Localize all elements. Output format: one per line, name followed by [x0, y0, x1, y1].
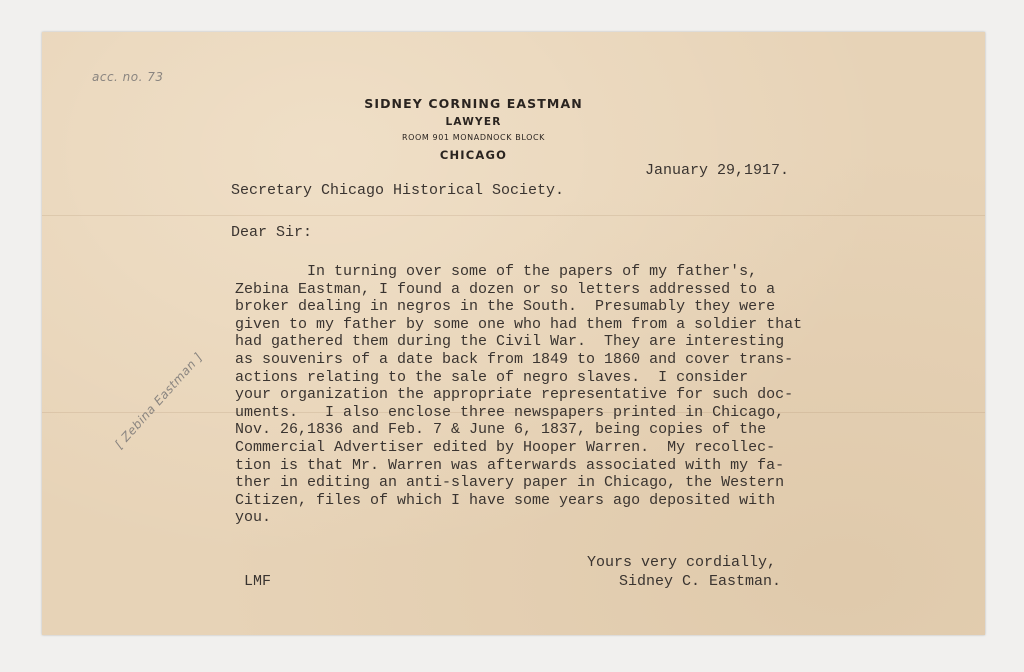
letter-closing: Yours very cordially,	[587, 554, 777, 571]
body-line: In turning over some of the papers of my father's,	[235, 263, 758, 280]
letter-salutation: Dear Sir:	[231, 224, 313, 241]
letter-body	[235, 263, 802, 527]
letter-date: January 29,1917.	[645, 162, 790, 179]
typist-initials: LMF	[244, 573, 272, 590]
letterhead-title: LAWYER	[445, 116, 502, 128]
letter-signature: Sidney C. Eastman.	[619, 573, 782, 590]
body-line: broker dealing in negros in the South. Presumably they were	[235, 298, 776, 316]
margin-pencil-note: [ Zebina Eastman ]	[112, 349, 206, 452]
body-line: Commercial Advertiser edited by Hooper Warren. My recollec-	[235, 438, 776, 456]
letter-page	[42, 32, 985, 635]
body-line: Citizen, files of which I have some years ago deposited with	[235, 491, 776, 509]
body-line: Nov. 26,1836 and Feb. 7 & June 6, 1837, being copies of the	[235, 421, 767, 439]
letterhead-city: CHICAGO	[439, 148, 508, 162]
body-line: you.	[235, 509, 272, 527]
accession-note: acc. no. 73	[92, 70, 164, 84]
fold-line	[42, 215, 985, 216]
letterhead-address: ROOM 901 MONADNOCK BLOCK	[401, 133, 546, 142]
body-line: your organization the appropriate representative for such doc-	[235, 386, 794, 404]
body-line: had gathered them during the Civil War. They are interesting	[235, 333, 785, 351]
body-line: uments. I also enclose three newspapers printed in Chicago,	[235, 403, 785, 421]
body-line: actions relating to the sale of negro slaves. I consider	[235, 368, 749, 386]
body-line: as souvenirs of a date back from 1849 to 1860 and cover trans-	[235, 350, 794, 368]
body-line: Zebina Eastman, I found a dozen or so letters addressed to a	[235, 280, 776, 298]
letterhead-name: SIDNEY CORNING EASTMAN	[364, 96, 583, 111]
letter-addressee: Secretary Chicago Historical Society.	[231, 182, 565, 199]
body-line: ther in editing an anti-slavery paper in Chicago, the Western	[235, 474, 785, 492]
body-line: tion is that Mr. Warren was afterwards associated with my fa-	[235, 456, 785, 474]
body-line: given to my father by some one who had them from a soldier that	[235, 315, 803, 333]
